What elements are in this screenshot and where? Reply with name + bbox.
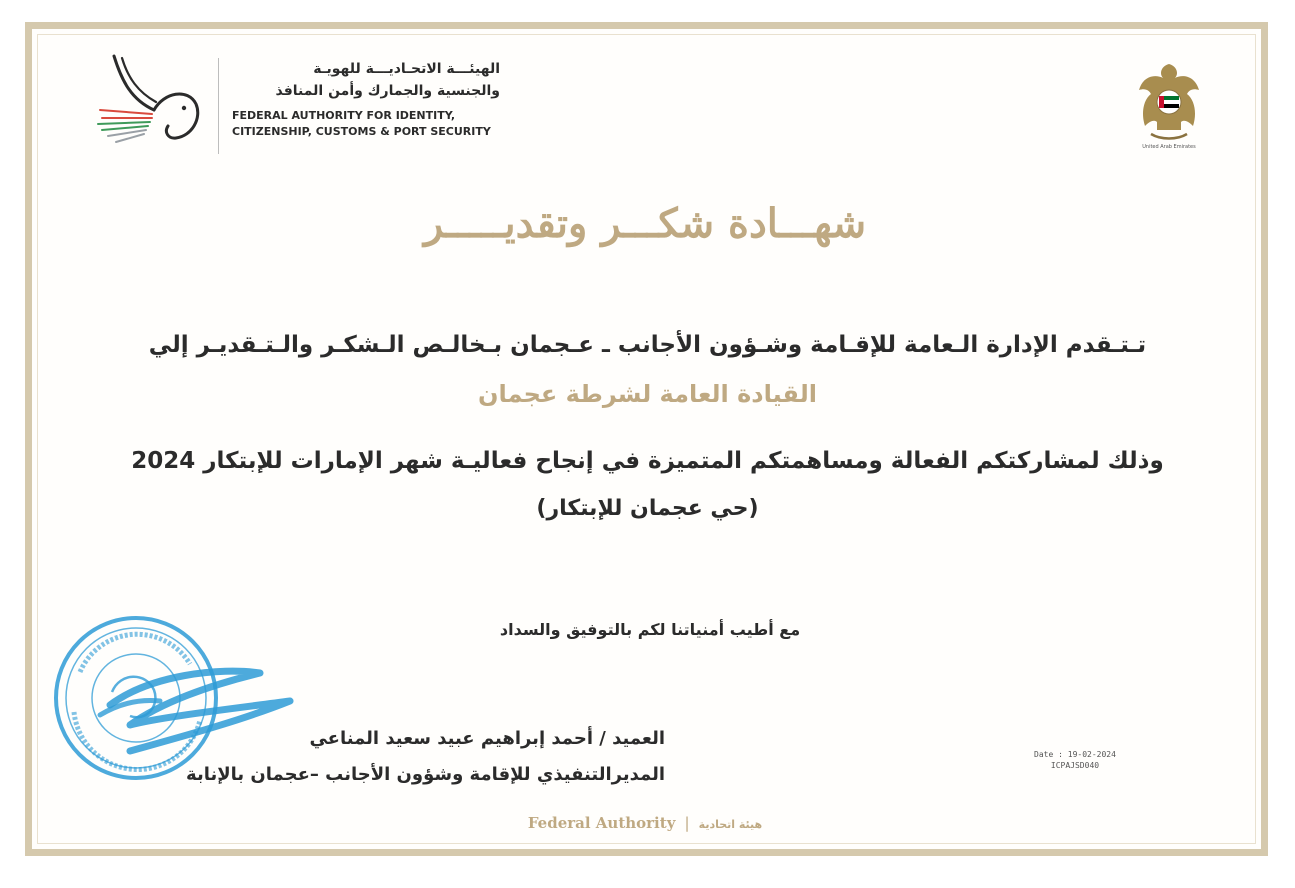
intro-line: تـتـقدم الإدارة الـعامة للإقـامة وشـؤون الأجانب ـ عـجمان بـخالـص الـشكـر والـتـقديـر إلي [148, 332, 1147, 358]
signatory-position: المديرالتنفيذي للإقامة وشؤون الأجانب –عجمان بالإنابة [186, 764, 665, 785]
closing-wishes: مع أطيب أمنياتنا لكم بالتوفيق والسداد [499, 620, 801, 639]
reason-line: وذلك لمشاركتكم الفعالة ومساهمتكم المتميزة في إنجاح فعاليـة شهر الإمارات للإبتكار 2024 [131, 448, 1164, 474]
reference-code: ICPAJSD040 [1050, 761, 1100, 770]
authority-name-ar-line1: الهيئـــة الاتحـاديـــة للهويـة [313, 61, 500, 77]
authority-name-en-line2: CITIZENSHIP, CUSTOMS & PORT SECURITY [232, 125, 491, 138]
footer-separator: | [684, 814, 690, 832]
emblem-caption: United Arab Emirates [1142, 144, 1196, 150]
reference-date: Date : 19-02-2024 [1034, 750, 1116, 759]
recipient-name: القيادة العامة لشرطة عجمان [478, 380, 817, 408]
authority-name-ar-line2: والجنسية والجمارك وأمن المنافذ [275, 83, 500, 99]
reference-block [1030, 749, 1120, 771]
authority-name-block [232, 58, 500, 140]
falcon-logo-icon [92, 52, 210, 152]
signature-scribble-icon [90, 655, 310, 765]
footer-brand-en: Federal Authority [527, 814, 676, 832]
event-name: (حي عجمان للإبتكار) [536, 496, 759, 521]
footer-brand [480, 813, 810, 832]
signatory-name: العميد / أحمد إبراهيم عبيد سعيد المناعي [309, 728, 665, 749]
uae-emblem-icon [1135, 60, 1203, 144]
logo-divider [218, 58, 219, 154]
authority-name-en-line1: FEDERAL AUTHORITY FOR IDENTITY, [232, 109, 456, 122]
footer-brand-ar: هيئة اتحادية [698, 818, 763, 831]
certificate-title: شهـــادة شكـــر وتقديـــــر [423, 200, 867, 247]
